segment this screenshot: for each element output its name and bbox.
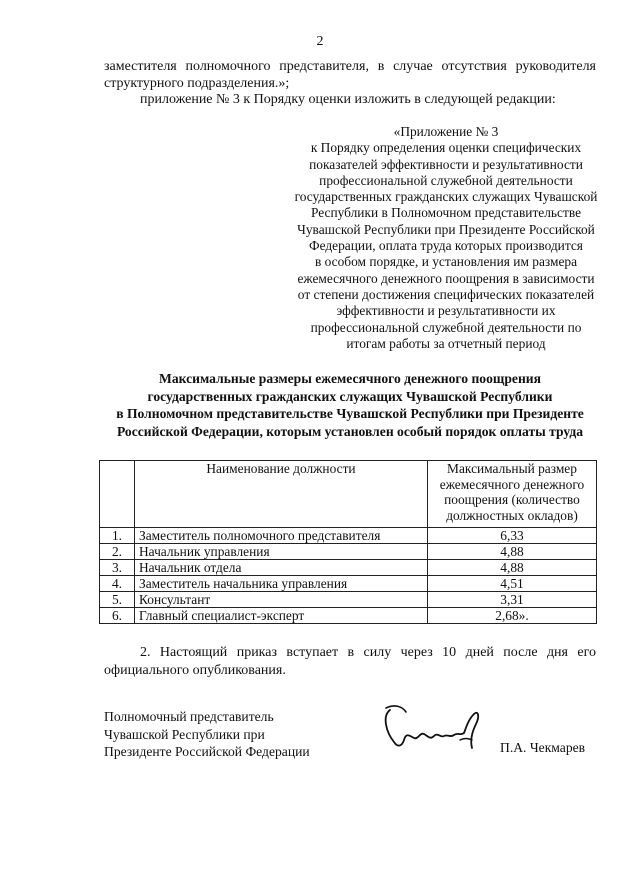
header-max-bonus-cell: Максимальный размер ежемесячного денежного поощрения (количество должностных окладов)	[428, 461, 597, 528]
appendix-line: профессиональной служебной деятельности	[319, 172, 573, 188]
row-num: 1.	[100, 528, 135, 544]
appendix-line: показателей эффективности и результативности	[309, 156, 583, 172]
paragraph-continuation: заместителя полномочного представителя, в случае отсутствия руководителя структурного подразделения.»;	[104, 59, 596, 91]
signer-title-line: Полномочный представитель	[104, 709, 274, 724]
heading-line: Российской Федерации, которым установлен особый порядок оплаты труда	[116, 423, 584, 439]
row-value: 4,88	[428, 544, 597, 560]
appendix-line: ежемесячного денежного поощрения в зависимости	[297, 270, 595, 286]
table-heading	[100, 370, 600, 440]
appendix-line: государственных гражданских служащих Чувашской	[294, 189, 598, 205]
row-num: 4.	[100, 576, 135, 592]
row-position: Консультант	[135, 592, 428, 608]
row-value: 2,68».	[428, 608, 597, 624]
table-row	[100, 544, 597, 560]
row-value: 4,88	[428, 560, 597, 576]
row-num: 3.	[100, 560, 135, 576]
table-header-row	[100, 461, 597, 528]
handwritten-signature	[380, 702, 490, 758]
table-row	[100, 608, 597, 624]
row-value: 4,51	[428, 576, 597, 592]
signer-title-line: Чувашской Республики при	[104, 726, 265, 742]
heading-line: в Полномочном представительстве Чувашской Республики при Президенте	[116, 406, 584, 421]
signer-title-block	[104, 708, 310, 761]
table-row	[100, 560, 597, 576]
paragraph-effective-date: 2. Настоящий приказ вступает в силу через 10 дней после дня его официального опубликования.	[104, 645, 596, 678]
appendix-line: итогам работы за отчетный период	[346, 335, 546, 351]
paragraph-amendment-intro: приложение № 3 к Порядку оценки изложить в следующей редакции:	[140, 92, 556, 107]
row-num: 2.	[100, 544, 135, 560]
signer-title-line: Президенте Российской Федерации	[104, 744, 310, 759]
appendix-reference-block	[276, 124, 616, 352]
appendix-line: профессиональной служебной деятельности по	[310, 319, 582, 335]
appendix-line: Чувашской Республики при Президенте Российской	[297, 221, 595, 237]
table-row	[100, 576, 597, 592]
row-num: 5.	[100, 592, 135, 608]
row-position: Начальник управления	[135, 544, 428, 560]
appendix-line: к Порядку определения оценки специфических	[310, 140, 582, 156]
header-position-cell: Наименование должности	[135, 461, 428, 528]
signer-name: П.А. Чекмарев	[500, 740, 586, 755]
bonus-table	[99, 460, 597, 624]
row-value: 6,33	[428, 528, 597, 544]
row-position: Начальник отдела	[135, 560, 428, 576]
header-num-cell	[100, 461, 135, 528]
heading-line: Максимальные размеры ежемесячного денежного поощрения	[159, 371, 541, 386]
table-row	[100, 528, 597, 544]
heading-line: государственных гражданских служащих Чувашской Республики	[147, 388, 553, 404]
appendix-line: «Приложение № 3	[393, 124, 499, 139]
appendix-line: эффективности и результативности их	[336, 303, 556, 319]
row-position: Главный специалист-эксперт	[135, 608, 428, 624]
row-position: Заместитель полномочного представителя	[135, 528, 428, 544]
row-value: 3,31	[428, 592, 597, 608]
appendix-line: Республики в Полномочном представительстве	[310, 205, 582, 221]
appendix-line: в особом порядке, и установления им размера	[314, 254, 578, 270]
row-position: Заместитель начальника управления	[135, 576, 428, 592]
appendix-line: Федерации, оплата труда которых производится	[309, 238, 583, 254]
table-row	[100, 592, 597, 608]
page-number: 2	[316, 34, 324, 49]
row-num: 6.	[100, 608, 135, 624]
appendix-line: от степени достижения специфических показателей	[297, 286, 595, 302]
